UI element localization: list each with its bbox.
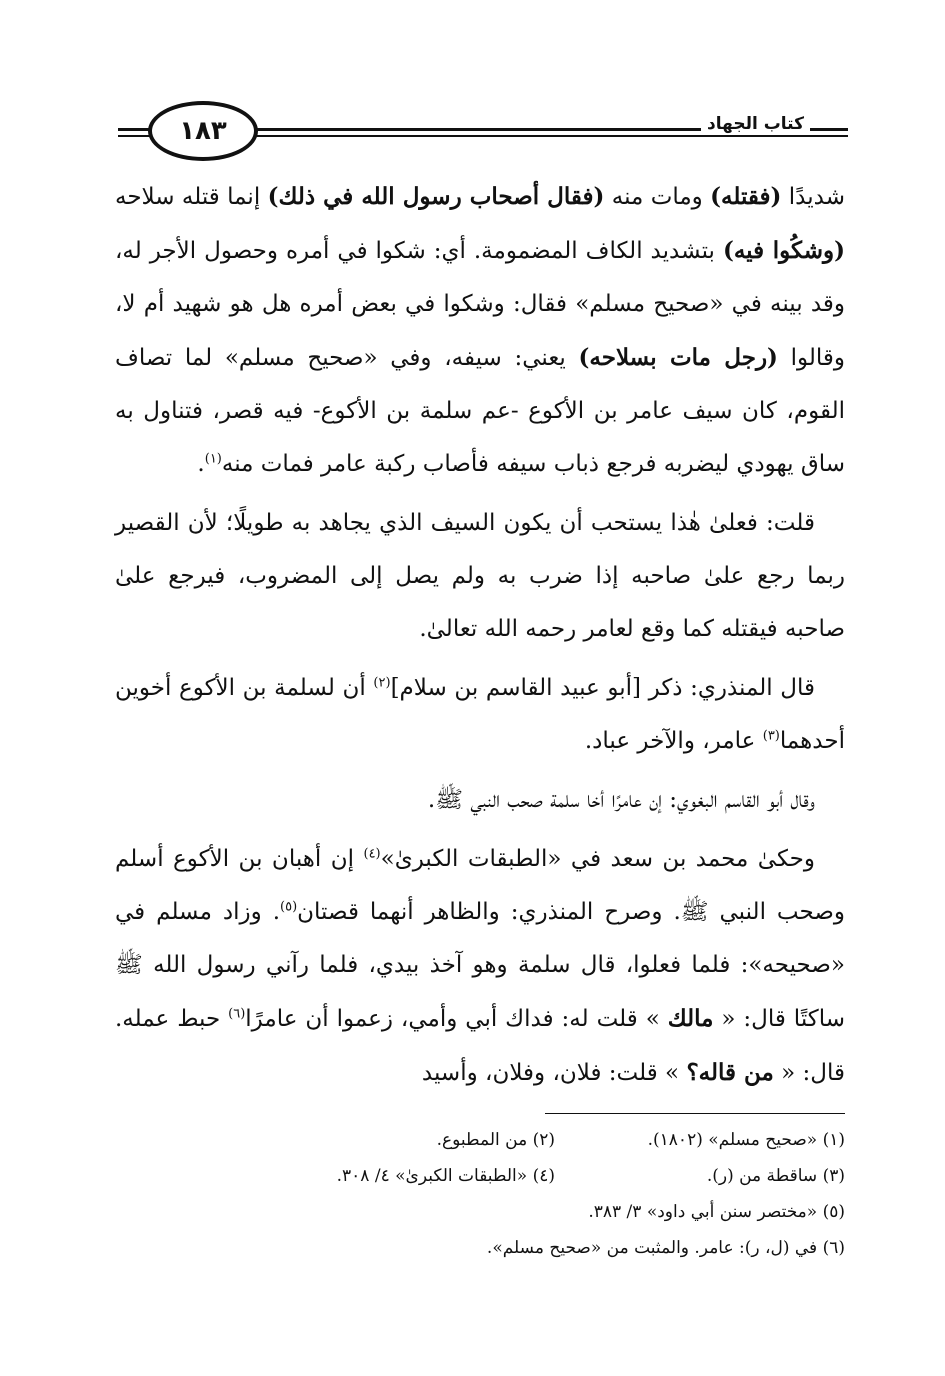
footnote-6: (٦) في (ل، ر): عامر. والمثبت من «صحيح مسلم». [486, 1238, 845, 1258]
hadith-quote: (فقال أصحاب رسول الله في ذلك) [267, 183, 605, 210]
running-head-title: كتاب الجهاد [701, 114, 810, 134]
hadith-quote: مالك [667, 1005, 714, 1032]
footnote-row [115, 1122, 845, 1158]
text-run: شديدًا [781, 184, 845, 210]
paragraph-5 [115, 833, 845, 1100]
footnote-ref: (٦) [228, 1006, 246, 1022]
page-header [118, 100, 848, 160]
footnote-1: (١) «صحيح مسلم» (١٨٠٢). [647, 1130, 845, 1150]
page-number-badge [148, 101, 258, 161]
paragraph-1 [115, 170, 845, 491]
hadith-quote: (رجل مات بسلاحه) [578, 344, 778, 371]
text-run: يعني: سيفه، وفي «صحيح مسلم» لما تصاف القوم، كان سيف عامر بن الأكوع -عم سلمة بن الأكوع- فيه قصر، فتناول به ساق يهودي ليضربه فرجع ذباب سيفه فأصاب ركبة عامر فمات منه [115, 345, 845, 477]
footnote-row [115, 1158, 845, 1194]
paragraph-4: وقال أبو القاسم البغوي: إن عامرًا أخا سلمة صحب النبي ﷺ. [427, 787, 815, 813]
text-run: إن أهبان بن الأكوع أسلم وصحب النبي ﷺ. وصرح المنذري: والظاهر أنهما قصتان [115, 846, 845, 925]
footnote-ref: (١) [204, 451, 222, 467]
paragraph-2: قلت: فعلىٰ هٰذا يستحب أن يكون السيف الذي يجاهد به طويلًا؛ لأن القصير ربما رجع علىٰ صاحبه إذا ضرب به ولم يصل إلى المضروب، فيرجع علىٰ صاحبه فيقتله كما وقع لعامر رحمه الله تعالىٰ. [115, 510, 845, 642]
hadith-quote: (وشكُوا فيه) [722, 237, 846, 264]
text-run: إنما قتله سلاحه [115, 184, 268, 210]
footnote-ref: (٥) [280, 899, 298, 915]
footnote-2: (٢) من المطبوع. [436, 1130, 555, 1150]
footnote-4: (٤) «الطبقات الكبرىٰ» ٤/ ٣٠٨. [336, 1166, 555, 1186]
text-run: أن لسلمة بن الأكوع أخوين أحدهما [115, 675, 845, 754]
text-run: حبط عمله. قال: « [115, 1006, 845, 1086]
text-run: بتشديد الكاف المضمومة. أي: شكوا في أمره وحصول الأجر له، وقد بينه في «صحيح مسلم» فقال: وشكوا في بعض أمره هل هو شهيد أم لا، وقالوا [115, 238, 845, 371]
text-run: » قلت: فلان، وفلان، وأسيد [421, 1060, 687, 1086]
footnote-3: (٣) ساقطة من (ر). [706, 1166, 845, 1186]
footnotes [115, 1122, 845, 1266]
text-run: عامر، والآخر عباد. [584, 728, 763, 754]
paragraph-3 [115, 662, 845, 768]
text-run: قال المنذري: ذكر [أبو عبيد القاسم بن سلام] [390, 675, 815, 701]
footnote-ref: (٤) [363, 846, 381, 862]
footnote-ref: (٣) [762, 728, 780, 744]
footnote-5: (٥) «مختصر سنن أبي داود» ٣/ ٣٨٣. [588, 1202, 845, 1222]
hadith-quote: (فقتله) [710, 183, 782, 210]
text-run: » قلت له: فداك أبي وأمي، زعموا أن عامرًا [245, 1006, 668, 1032]
hadith-quote: من قاله؟ [686, 1059, 774, 1086]
text-run: . [197, 451, 205, 477]
main-text [115, 170, 845, 1106]
text-run: وحكىٰ محمد بن سعد في «الطبقات الكبرىٰ» [380, 846, 815, 872]
text-run: . وزاد مسلم في «صحيحه»: فلما فعلوا، قال سلمة وهو آخذ بيدي، فلما رآني رسول الله ﷺ ساكتًا قال: « [115, 899, 845, 1032]
footnote-separator [545, 1113, 845, 1114]
page-number: ١٨٣ [179, 116, 227, 146]
footnote-ref: (٢) [373, 675, 391, 691]
text-run: ومات منه [604, 184, 711, 210]
